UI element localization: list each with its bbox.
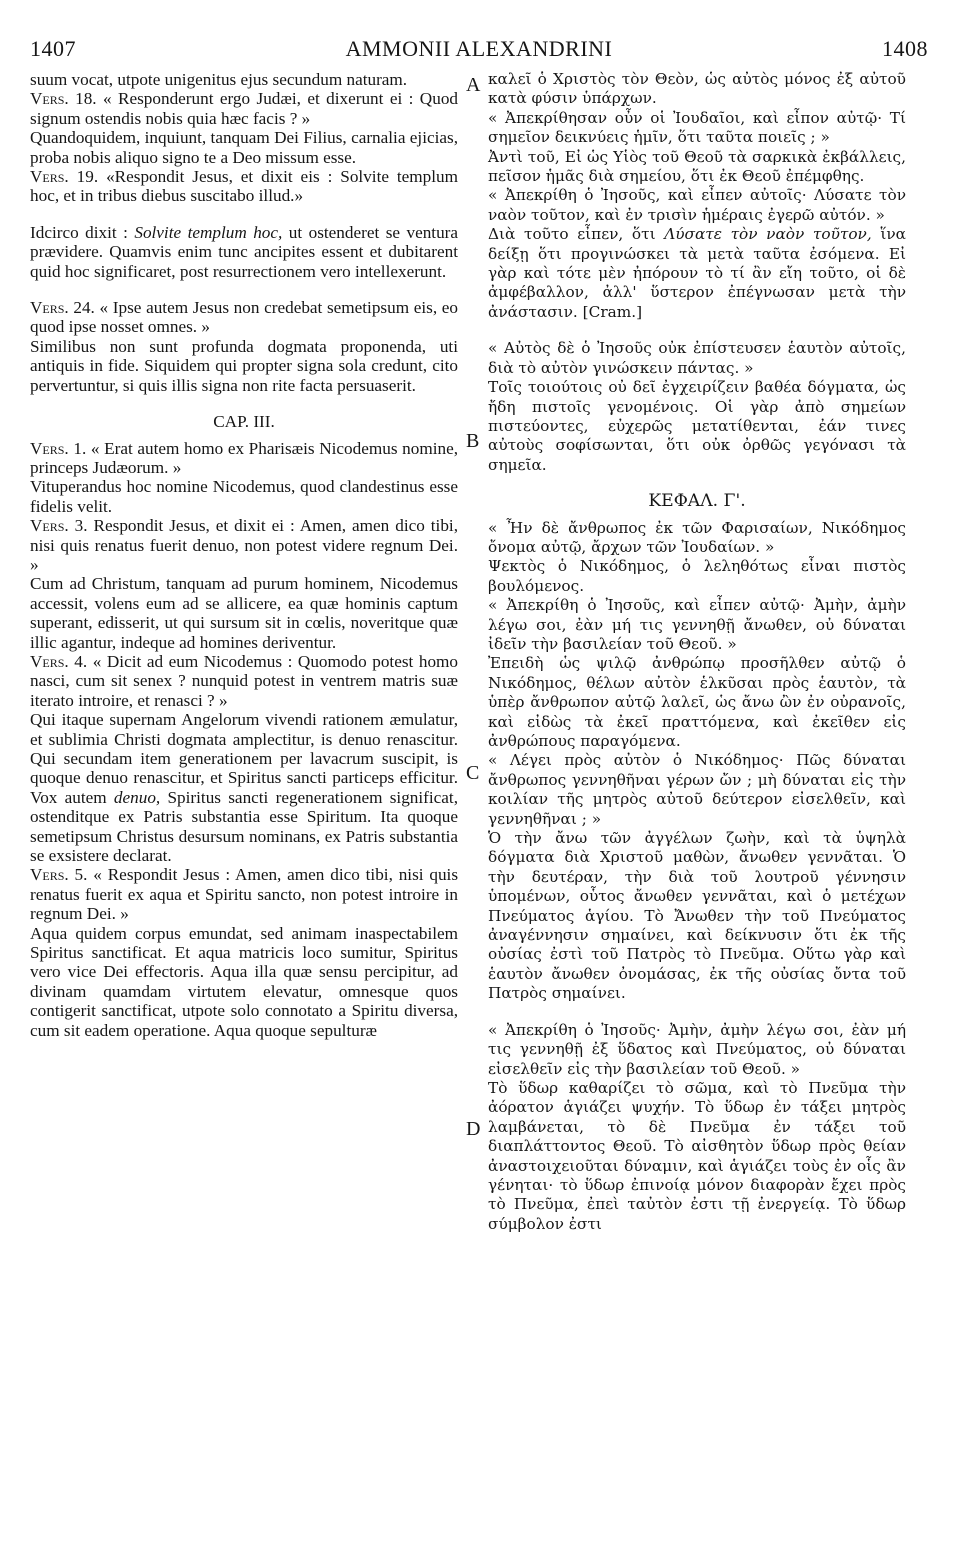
text-run: Διὰ τοῦτο εἶπεν, ὅτι	[488, 225, 656, 244]
verse-label: Vers. 1.	[30, 438, 87, 458]
greek-paragraph: Ἀντὶ τοῦ, Εἰ ὡς Υἱὸς τοῦ Θεοῦ τὰ σαρκικὰ ἐκβάλλεις, πεῖσον ἡμᾶς διὰ σημείου, ὅτι ἐκ Θεοῦ ἐπέμφθης.	[488, 147, 906, 186]
greek-column	[488, 70, 906, 1234]
latin-verse	[30, 439, 458, 478]
greek-paragraph	[488, 225, 906, 322]
greek-paragraph: Ψεκτὸς ὁ Νικόδημος, ὁ λεληθότως εἶναι πιστὸς βουλόμενος.	[488, 557, 906, 595]
verse-label: Vers. 18.	[30, 89, 97, 109]
latin-paragraph: Vituperandus hoc nomine Nicodemus, quod clandestinus esse fidelis velit.	[30, 477, 458, 516]
latin-verse	[30, 167, 458, 206]
greek-paragraph: Τὸ ὕδωρ καθαρίζει τὸ σῶμα, καὶ τὸ Πνεῦμα τὴν ἀόρατον ἁγιάζει ψυχήν. Τὸ ὕδωρ ἐν τάξει μητρὸς λαμβάνεται, τὸ δὲ Πνεῦμα ἐν τάξει τοῦ διαπλάττοντος Θεοῦ. Τὸ αἰσθητὸν ὕδωρ πρὸς θείαν ἀναστοιχειοῦται δύναμιν, καὶ ἁγιάζει τοὺς ἐν οἷς ἂν γένηται· τὸ ὕδωρ ἐπινοίᾳ μόνον διαφορὰν ἔχει πρὸς τὸ Πνεῦμα, ἐπεὶ ταὐτὸν ἐστι τῇ ἐνεργείᾳ. Τὸ ὕδωρ σύμβολον ἐστι	[488, 1078, 906, 1233]
latin-verse	[30, 298, 458, 337]
verse-text: « Erat autem homo ex Pharisæis Nicodemus nomine, princeps Judæorum. »	[30, 438, 458, 477]
text-run: ἵνα δείξῃ ὅτι προγινώσκει τὰ μετὰ ταῦτα ἐσόμενα. Εἰ γὰρ καὶ τότε μὲν ἠπόρουν τὸ τί ἂν εἴη τοῦτο, οἱ δὲ ἀμφέβαλλον, ἀλλ' ὕστερον ἐπέγνωσαν μετὰ τὴν ἀνάστασιν. [Cram.]	[488, 225, 906, 321]
greek-verse: « Αὐτὸς δὲ ὁ Ἰησοῦς οὐκ ἐπίστευσεν ἑαυτὸν αὐτοῖς, διὰ τὸ αὐτὸν γινώσκειν πάντας. »	[488, 339, 906, 377]
latin-paragraph: suum vocat, utpote unigenitus ejus secundum naturam.	[30, 70, 408, 89]
margin-letter-c: C	[466, 762, 480, 784]
greek-paragraph: Τοῖς τοιούτοις οὐ δεῖ ἐγχειρίζειν βαθέα δόγματα, ὡς ἤδη πιστοῖς γενομένοις. Οἱ γὰρ ἀπὸ σημείων πιστεύοντες, εὐχερῶς μετατίθενται, ἐάν τινες αὐτοὺς σοφίσωνται, ὅτι οὐκ ὀρθῶς γεγόνασι τὰ σημεῖα.	[488, 378, 906, 474]
latin-paragraph: Similibus non sunt profunda dogmata proponenda, uti antiquis in fide. Siquidem qui propter signa sola credunt, cito pervertuntur, si quis illis signa non rite facta persuaserit.	[30, 336, 458, 395]
greek-paragraph: Ἐπειδὴ ὡς ψιλῷ ἀνθρώπῳ προσῆλθεν αὐτῷ ὁ Νικόδημος, θέλων αὐτὸν ἑλκῦσαι πρὸς ἑαυτὸν, τὰ ὑπὲρ ἄνθρωπον αὐτῷ λαλεῖ, ὡς ἄνω ὢν ἐν οὐρανοῖς, καὶ εἰδὼς τὰ ἐκεῖ πραττόμενα, καὶ ἐκεῖθεν εἰς ἀνθρώπους παραγόμενα.	[488, 654, 906, 750]
verse-text: Respondit Jesus, et dixit ei : Amen, amen dico tibi, nisi quis renatus fuerit denuo, non potest videre regnum Dei. »	[30, 516, 458, 574]
running-header	[30, 36, 928, 70]
verse-text: « Responderunt ergo Judæi, et dixerunt ei : Quod signum ostendis nobis quia hæc facis ? »	[30, 89, 459, 128]
verse-text: « Respondit Jesus : Amen, amen dico tibi, nisi quis renatus fuerit ex aqua et Spiritu sancto, non potest introire in regnum Dei. »	[30, 865, 459, 924]
greek-paragraph: καλεῖ ὁ Χριστὸς τὸν Θεὸν, ὡς αὐτὸς μόνος ἐξ αὐτοῦ κατὰ φύσιν ὑπάρχων.	[488, 70, 906, 108]
italic-word: denuo,	[113, 787, 161, 807]
margin-letter-a: A	[466, 74, 481, 96]
latin-verse	[30, 865, 458, 923]
page-number-left: 1407	[30, 36, 76, 61]
chapter-heading: CAP. III.	[213, 412, 275, 432]
verse-text: « Ipse autem Jesus non credebat semetipsum eis, eo quod ipse nosset omnes. »	[30, 298, 459, 337]
verse-label: Vers. 24.	[30, 298, 95, 318]
greek-verse: « Ἦν δὲ ἄνθρωπος ἐκ τῶν Φαρισαίων, Νικόδημος ὄνομα αὐτῷ, ἄρχων τῶν Ἰουδαίων. »	[488, 518, 906, 556]
latin-paragraph: Aqua quidem corpus emundat, sed animam inaspectabilem Spiritus sanctificat. Et aqua matricis loco sumitur, Spiritus vero vice Dei effectoris. Aqua illa quæ sensu percipitur, ad divinam quamdam virtutem elevatur, omnesque quos contigerit sanctificat, utpote solo connotato a Spiritu diversa, cum sit eadem operatione. Aqua quoque sepulturæ	[30, 923, 458, 1040]
text-run: Qui itaque supernam Angelorum vivendi rationem æmulatur, et sublimia Christi dogmata amplectitur, is denuo renascitur. Qui secundam item generationem per lavacrum suscipit, is quoque denuo renascitur, et Spiritus sancti particeps efficitur. Vox autem	[30, 710, 458, 807]
verse-label: Vers. 4.	[30, 651, 88, 671]
verse-label: Vers. 3.	[30, 516, 88, 536]
verse-text: « Dicit ad eum Nicodemus : Quomodo potest homo nasci, cum sit senex ? nunquid potest in ventrem matris suæ iterato introire, et renasci ? »	[30, 651, 458, 710]
verse-label: Vers. 19.	[30, 167, 99, 187]
page-number-right: 1408	[882, 36, 928, 61]
running-title: AMMONII ALEXANDRINI	[345, 36, 613, 61]
latin-paragraph: Cum ad Christum, tanquam ad purum hominem, Nicodemus accessit, volens eum ad se allicere, ea quæ hominis captum superant, edisserit, ut qui sursum sit in cœlis, noveritque quæ illic agantur, indeque ad homines deriventur.	[30, 574, 458, 652]
text-run: Idcirco dixit :	[30, 222, 128, 242]
margin-letter-b: B	[466, 430, 480, 452]
margin-letter-d: D	[466, 1118, 481, 1140]
latin-verse	[30, 516, 458, 574]
italic-quote: Solvite templum hoc,	[134, 222, 283, 242]
greek-verse: « Ἀπεκρίθη ὁ Ἰησοῦς, καὶ εἶπεν αὐτοῖς· Λύσατε τὸν ναὸν τοῦτον, καὶ ἐν τρισὶν ἡμέραις ἐγερῶ αὐτόν. »	[488, 186, 906, 224]
greek-verse: « Ἀπεκρίθησαν οὖν οἱ Ἰουδαῖοι, καὶ εἶπον αὐτῷ· Τί σημεῖον δεικνύεις ἡμῖν, ὅτι ταῦτα ποιεῖς ; »	[488, 108, 906, 147]
italic-quote: Λύσατε τὸν ναὸν τοῦτον,	[664, 225, 872, 244]
text-run: ut ostenderet se ventura prævidere. Quamvis enim tunc ancipites essent et dubitarent quid hoc significaret, post resurrectionem vero intellexerunt.	[30, 222, 459, 281]
greek-verse: « Ἀπεκρίθη ὁ Ἰησοῦς· Ἀμὴν, ἀμὴν λέγω σοι, ἐὰν μή τις γεννηθῇ ἐξ ὕδατος καὶ Πνεύματος, οὐ δύναται εἰσελθεῖν εἰς τὴν βασιλείαν τοῦ Θεοῦ. »	[488, 1020, 906, 1078]
verse-label: Vers. 5.	[30, 865, 88, 885]
greek-paragraph: Ὁ τὴν ἄνω τῶν ἀγγέλων ζωὴν, καὶ τὰ ὑψηλὰ δόγματα διὰ Χριστοῦ μαθὼν, ἄνωθεν γεννᾶται. Ὁ τὴν δευτέραν, τὴν διὰ τοῦ λουτροῦ γέννησιν ὑπομένων, οὗτος ἄνωθεν γεννᾶται, καὶ ὁ μετέχων Πνεύματος ἁγίου. Τὸ Ἄνωθεν τὴν τοῦ Πνεύματος ἀναγέννησιν σημαίνει, καὶ δείκνυσιν ὅτι ἐκ τῆς οὐσίας ἐστὶ τοῦ Πατρὸς τὸ Πνεῦμα. Οὕτω γὰρ καὶ ἑαυτὸν ἄνωθεν ὀνομάσας, ἐκ τῆς οὐσίας ὄντα τοῦ Πατρὸς σημαίνει.	[488, 829, 906, 1003]
latin-paragraph: Quandoquidem, inquiunt, tanquam Dei Filius, carnalia ejicias, proba nobis aliquo signo te a Deo missum esse.	[30, 128, 458, 167]
latin-column	[30, 70, 458, 1040]
greek-verse: « Λέγει πρὸς αὐτὸν ὁ Νικόδημος· Πῶς δύναται ἄνθρωπος γεννηθῆναι γέρων ὤν ; μὴ δύναται εἰς τὴν κοιλίαν τῆς μητρὸς αὐτοῦ δεύτερον εἰσελθεῖν, καὶ γεννηθῆναι ; »	[488, 751, 906, 828]
text-run: Spiritus sancti regenerationem significat, ostenditque ex Patris substantia esse Spiritum. Ita quoque semetipsum Christus desursum nominans, ex Patris substantia se exsistere declarat.	[30, 787, 459, 866]
latin-paragraph	[30, 223, 458, 281]
chapter-heading: ΚΕΦΑΛ. Γ'.	[648, 491, 746, 512]
verse-text: «Respondit Jesus, et dixit eis : Solvite templum hoc, et in tribus diebus suscitabo illud.»	[30, 167, 459, 206]
latin-paragraph	[30, 710, 458, 865]
latin-verse	[30, 652, 458, 710]
latin-verse	[30, 89, 458, 128]
greek-verse: « Ἀπεκρίθη ὁ Ἰησοῦς, καὶ εἶπεν αὐτῷ· Ἀμὴν, ἀμὴν λέγω σοι, ἐὰν μή τις γεννηθῇ ἄνωθεν, οὐ δύναται ἰδεῖν τὴν βασιλείαν τοῦ Θεοῦ. »	[488, 596, 906, 653]
